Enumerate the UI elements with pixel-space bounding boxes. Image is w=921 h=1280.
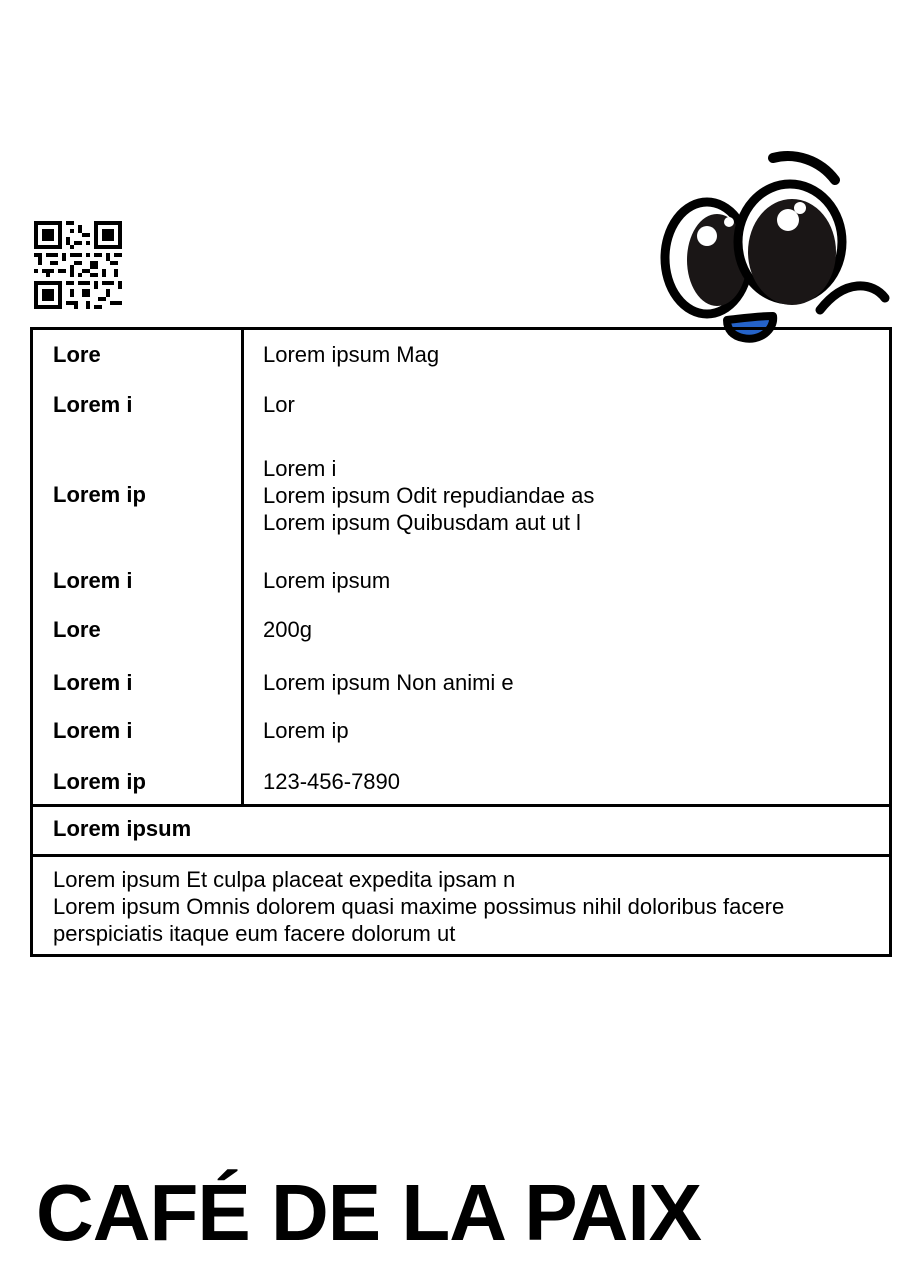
column-divider [241,327,244,805]
product-info-table [30,327,892,957]
row-value: 123-456-7890 [263,769,401,794]
row-value: Lorem ipsum Odit repudiandae as [263,483,595,508]
row-label: Lore [53,617,101,642]
cartoon-eyes-mascot [655,150,895,350]
brand-name: CAFÉ DE LA PAIX [36,1168,702,1257]
notes-line: Lorem ipsum Et culpa placeat expedita ipsam n [53,867,516,892]
table-divider [33,804,889,807]
qr-code-icon [34,221,122,309]
row-label: Lorem ip [53,769,146,794]
row-value: Lorem ipsum Quibusdam aut ut l [263,510,581,535]
notes-line: Lorem ipsum Omnis dolorem quasi maxime possimus nihil doloribus facere perspiciatis itaque eum facere dolorum ut [53,894,785,946]
row-label: Lorem i [53,568,133,593]
row-value: Lorem ip [263,718,349,743]
row-value: Lorem ipsum [263,568,391,593]
row-value: Lorem i [263,456,337,481]
row-value: Lorem ipsum Mag [263,342,440,367]
row-label: Lore [53,342,101,367]
row-label: Lorem i [53,392,133,417]
row-label: Lorem ip [53,482,146,507]
row-value: Lor [263,392,295,417]
table-divider [33,854,889,857]
notes-text [53,866,883,947]
row-label: Lorem i [53,670,133,695]
section-title: Lorem ipsum [53,816,192,841]
row-value: Lorem ipsum Non animi e [263,670,514,695]
row-label: Lorem i [53,718,133,743]
row-value: 200g [263,617,312,642]
